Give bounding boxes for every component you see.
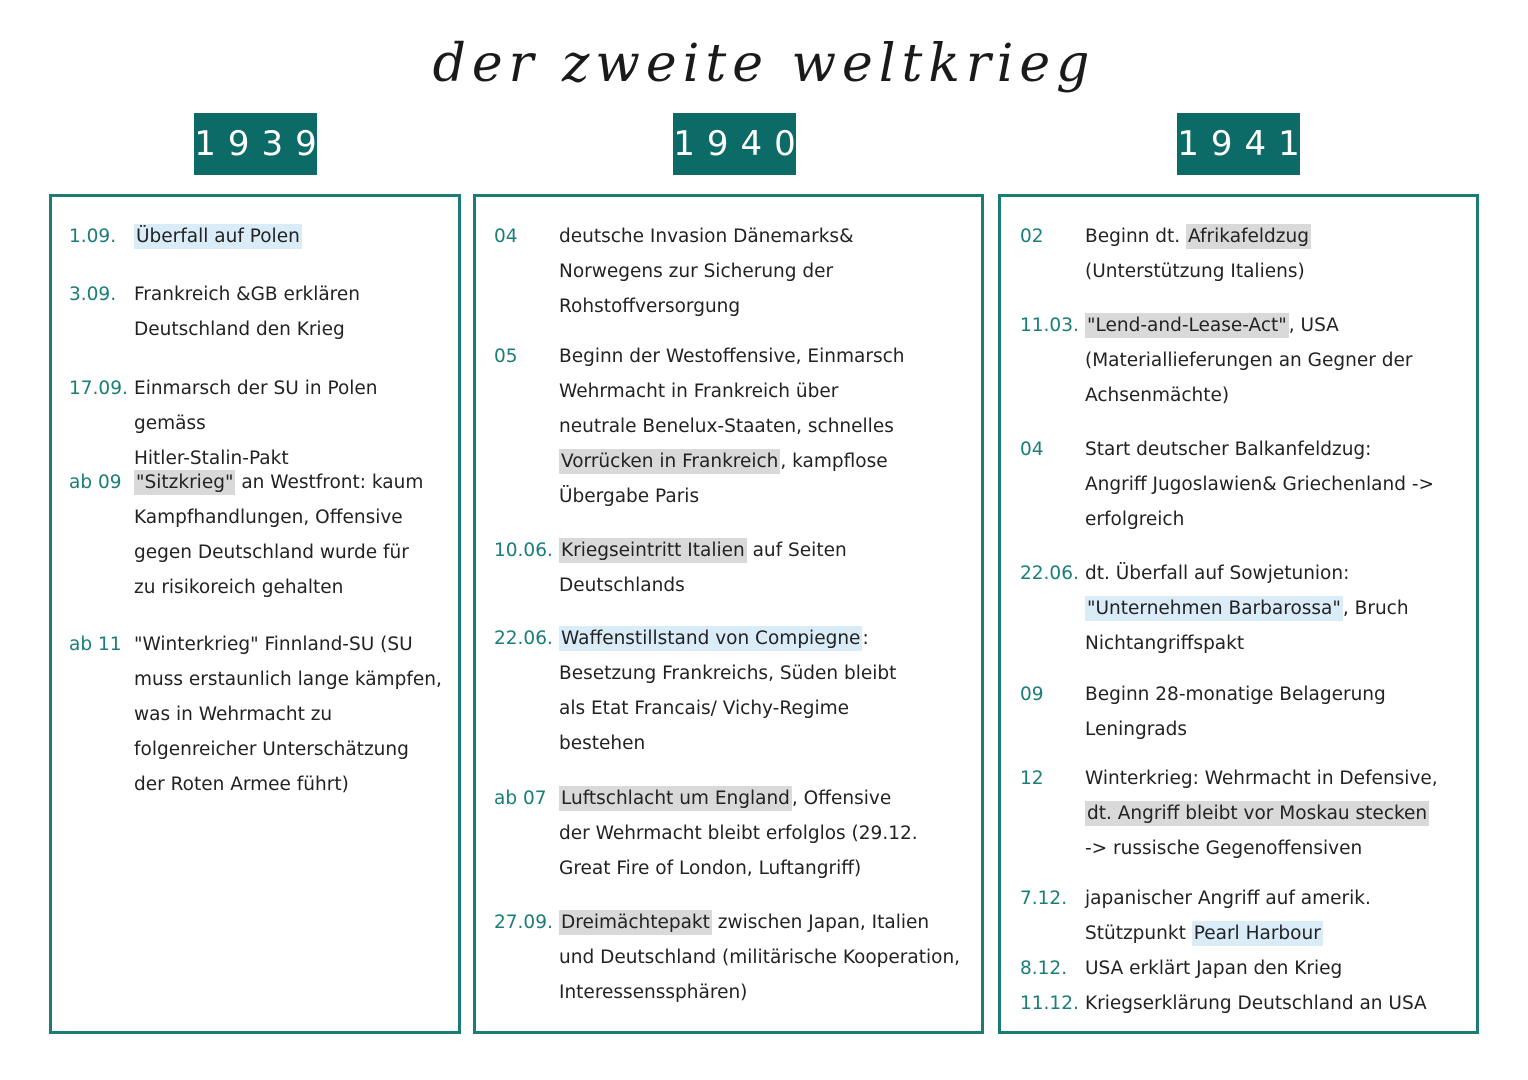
entry-text <box>559 533 975 603</box>
entry-text <box>559 781 975 886</box>
entry-text <box>134 371 452 476</box>
entry-date: 22.06. <box>1020 563 1079 584</box>
entry-text-part: Winterkrieg: Wehrmacht in Defensive, <box>1085 768 1438 789</box>
entry-text-part: , USA (Materiallieferungen an Gegner der Achsenmächte) <box>1085 315 1413 406</box>
highlighted-text: "Unternehmen Barbarossa" <box>1087 598 1341 619</box>
entry-text <box>1085 761 1470 866</box>
year-badge-1941: 1941 <box>1177 113 1300 175</box>
entry-text-part: dt. Überfall auf Sowjetunion: <box>1085 563 1350 584</box>
entry-date: ab 11 <box>69 634 122 655</box>
highlighted-text: "Sitzkrieg" <box>136 472 234 493</box>
entry-date: 7.12. <box>1020 888 1068 909</box>
entry-text-part: deutsche Invasion Dänemarks& Norwegens zur Sicherung der Rohstoffversorgung <box>559 226 854 317</box>
highlighted-text: Luftschlacht um England <box>561 788 790 809</box>
highlighted-text: Waffenstillstand von Compiegne <box>561 628 861 649</box>
entry-text-part: auf Seiten Deutschlands <box>559 540 847 596</box>
highlighted-text: Kriegseintritt Italien <box>561 540 745 561</box>
entry-text-part: Frankreich &GB erklären Deutschland den Krieg <box>134 284 360 340</box>
entry-text <box>559 219 975 324</box>
entry-date: 09 <box>1020 684 1044 705</box>
entry-text-part: (Unterstützung Italiens) <box>1085 261 1305 282</box>
entry-date: 1.09. <box>69 226 117 247</box>
entry-text <box>134 627 452 802</box>
entry-text-part: Beginn dt. <box>1085 226 1187 247</box>
entry-date: 04 <box>1020 439 1044 460</box>
timeline-column-1939 <box>49 194 461 1034</box>
entry-text-part: Beginn 28-monatige Belagerung Leningrads <box>1085 684 1386 740</box>
entry-text <box>1085 677 1470 747</box>
highlighted-text: Pearl Harbour <box>1193 923 1321 944</box>
entry-text-part: Kriegserklärung Deutschland an USA <box>1085 993 1427 1014</box>
entry-text <box>559 905 975 1010</box>
entry-text-part: USA erklärt Japan den Krieg <box>1085 958 1343 979</box>
entry-text-part: : Besetzung Frankreichs, Süden bleibt als Etat Francais/ Vichy-Regime bestehen <box>559 628 897 754</box>
entry-text-part: japanischer Angriff auf amerik. Stützpunkt <box>1085 888 1371 944</box>
entry-text-part: zwischen Japan, Italien und Deutschland (militärische Kooperation, Interessenssphären) <box>559 912 961 1003</box>
entry-text <box>134 219 452 254</box>
entry-date: 27.09. <box>494 912 553 933</box>
highlighted-text: Überfall auf Polen <box>136 226 300 247</box>
page-title: der zweite weltkrieg <box>432 34 1096 94</box>
entry-text-part: -> russische Gegenoffensiven <box>1085 838 1363 859</box>
entry-date: 22.06. <box>494 628 553 649</box>
entry-text <box>1085 308 1470 413</box>
entry-date: 10.06. <box>494 540 553 561</box>
entry-date: ab 07 <box>494 788 547 809</box>
highlighted-text: "Lend-and-Lease-Act" <box>1087 315 1287 336</box>
entry-text <box>1085 219 1470 289</box>
entry-text-part: an Westfront: kaum Kampfhandlungen, Offensive gegen Deutschland wurde für zu risikoreich gehalten <box>134 472 424 598</box>
entry-text <box>134 277 452 347</box>
entry-date: 11.03. <box>1020 315 1079 336</box>
timeline-column-1940 <box>473 194 984 1034</box>
entry-date: 11.12. <box>1020 993 1079 1014</box>
entry-text <box>1085 881 1470 951</box>
entry-date: 05 <box>494 346 518 367</box>
entry-text-part: "Winterkrieg" Finnland-SU (SU muss erstaunlich lange kämpfen, was in Wehrmacht zu folgenreicher Unterschätzung der Roten Armee führt) <box>134 634 442 795</box>
entry-date: 8.12. <box>1020 958 1068 979</box>
entry-date: 04 <box>494 226 518 247</box>
highlighted-text: Afrikafeldzug <box>1188 226 1309 247</box>
entry-text <box>1085 986 1470 1021</box>
entry-text <box>1085 951 1470 986</box>
entry-date: 3.09. <box>69 284 117 305</box>
entry-text <box>1085 432 1470 537</box>
entry-text <box>134 465 452 605</box>
entry-text-part: Beginn der Westoffensive, Einmarsch Wehrmacht in Frankreich über neutrale Benelux-Staaten, schnelles <box>559 346 905 437</box>
entry-text-part: , Offensive der Wehrmacht bleibt erfolglos (29.12. Great Fire of London, Luftangriff) <box>559 788 918 879</box>
entry-text-part: , Bruch Nichtangriffspakt <box>1085 598 1409 654</box>
entry-text-part: , kampflose Übergabe Paris <box>559 451 888 507</box>
year-badge-1939: 1939 <box>194 113 317 175</box>
entry-text <box>559 621 975 761</box>
entry-date: ab 09 <box>69 472 122 493</box>
year-badge-1940: 1940 <box>673 113 796 175</box>
entry-text <box>1085 556 1470 661</box>
entry-date: 17.09. <box>69 378 128 399</box>
highlighted-text: Dreimächtepakt <box>561 912 710 933</box>
entry-date: 12 <box>1020 768 1044 789</box>
entry-text-part: Einmarsch der SU in Polen gemäss Hitler-Stalin-Pakt <box>134 378 378 469</box>
highlighted-text: dt. Angriff bleibt vor Moskau stecken <box>1087 803 1428 824</box>
timeline-column-1941 <box>998 194 1479 1034</box>
entry-date: 02 <box>1020 226 1044 247</box>
entry-text-part: Start deutscher Balkanfeldzug: Angriff Jugoslawien& Griechenland -> erfolgreich <box>1085 439 1435 530</box>
highlighted-text: Vorrücken in Frankreich <box>561 451 779 472</box>
entry-text <box>559 339 975 514</box>
